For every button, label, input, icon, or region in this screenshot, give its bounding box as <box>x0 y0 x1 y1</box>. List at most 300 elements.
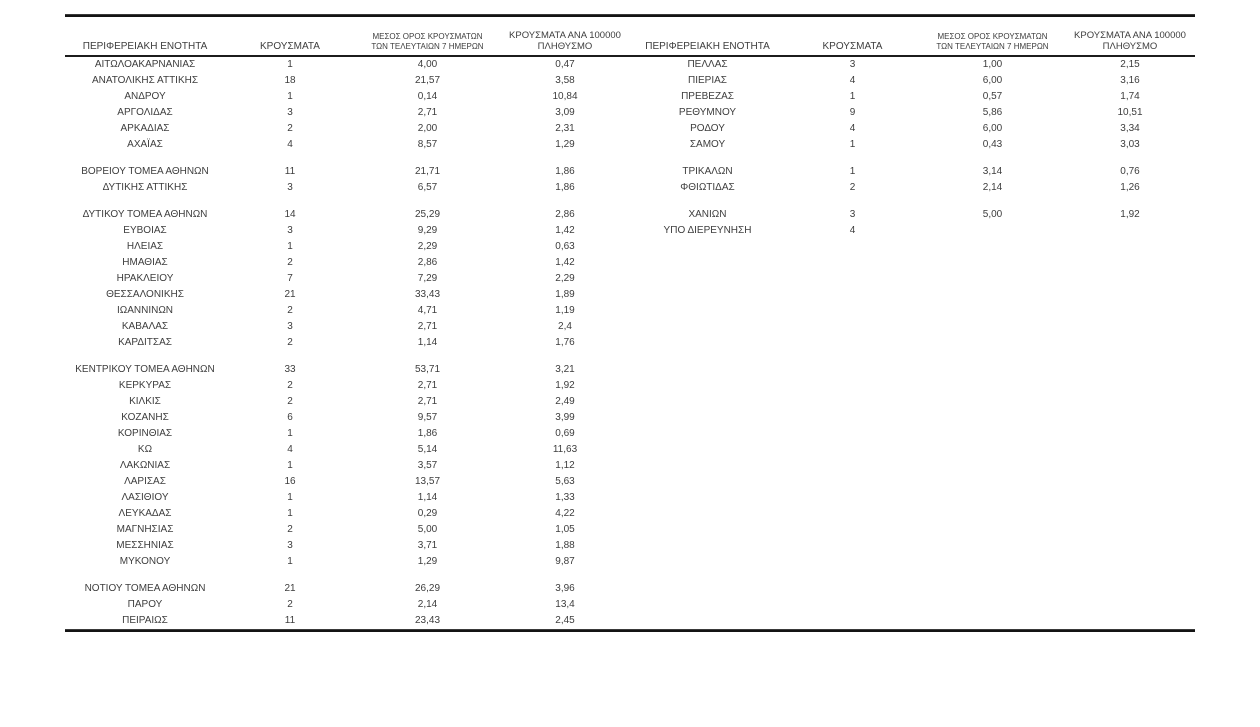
per-100k-cell: 1,86 <box>555 166 575 177</box>
per-100k-cell: 1,88 <box>555 540 575 551</box>
avg-7day-cell <box>920 362 1065 378</box>
avg-7day-cell: 1,14 <box>417 492 438 503</box>
per-100k-cell: 1,12 <box>555 460 575 471</box>
region-cell <box>630 287 785 303</box>
cases-cell: 3 <box>287 321 293 332</box>
region-cell: ΠΕΛΛΑΣ <box>687 59 728 70</box>
avg-7day-cell <box>920 239 1065 255</box>
cases-cell: 2 <box>287 599 293 610</box>
cases-cell <box>785 239 920 255</box>
cases-cell: 3 <box>287 540 293 551</box>
avg-7day-cell: 9,29 <box>417 225 438 236</box>
per-100k-cell: 10,84 <box>552 91 578 102</box>
spacer-cell <box>65 153 1195 164</box>
table-row <box>65 581 1195 597</box>
table-body <box>65 56 1195 629</box>
per-100k-cell <box>1065 554 1195 570</box>
region-cell: ΔΥΤΙΚΗΣ ΑΤΤΙΚΗΣ <box>102 182 188 193</box>
col-header-avg7-line2: ΤΩΝ ΤΕΛΕΥΤΑΙΩΝ 7 ΗΜΕΡΩΝ <box>936 42 1049 51</box>
avg-7day-cell <box>920 223 1065 239</box>
per-100k-cell: 0,69 <box>555 428 575 439</box>
regional-cases-table-section <box>65 14 1195 632</box>
cases-cell: 4 <box>849 225 856 236</box>
cases-cell: 11 <box>284 615 296 626</box>
avg-7day-cell: 5,00 <box>982 209 1003 220</box>
per-100k-cell: 1,89 <box>555 289 575 300</box>
per-100k-cell <box>1065 394 1195 410</box>
avg-7day-cell <box>920 442 1065 458</box>
avg-7day-cell: 1,86 <box>417 428 438 439</box>
region-cell: ΠΕΙΡΑΙΩΣ <box>122 615 168 626</box>
table-row <box>65 474 1195 490</box>
per-100k-cell: 3,58 <box>555 75 575 86</box>
per-100k-cell <box>1065 362 1195 378</box>
region-cell <box>630 554 785 570</box>
cases-cell: 3 <box>287 182 293 193</box>
avg-7day-cell: 6,57 <box>417 182 438 193</box>
avg-7day-cell: 2,71 <box>417 380 438 391</box>
cases-cell: 21 <box>284 583 296 594</box>
per-100k-cell <box>1065 255 1195 271</box>
region-cell <box>630 597 785 613</box>
table-row <box>65 164 1195 180</box>
per-100k-cell <box>1065 287 1195 303</box>
avg-7day-cell: 3,71 <box>417 540 438 551</box>
region-cell: ΠΡΕΒΕΖΑΣ <box>681 91 734 102</box>
region-cell <box>630 319 785 335</box>
table-row <box>65 137 1195 153</box>
col-header-cases-left: ΚΡΟΥΣΜΑΤΑ <box>260 41 320 52</box>
region-cell: ΛΑΣΙΘΙΟΥ <box>121 492 169 503</box>
table-row <box>65 335 1195 351</box>
region-cell: ΝΟΤΙΟΥ ΤΟΜΕΑ ΑΘΗΝΩΝ <box>84 583 206 594</box>
avg-7day-cell: 21,57 <box>414 75 441 86</box>
per-100k-cell <box>1065 474 1195 490</box>
per-100k-cell: 2,45 <box>555 615 575 626</box>
col-header-avg7-line1: ΜΕΣΟΣ ΟΡΟΣ ΚΡΟΥΣΜΑΤΩΝ <box>372 32 483 41</box>
per-100k-cell: 3,21 <box>555 364 575 375</box>
table-row <box>65 362 1195 378</box>
avg-7day-cell: 13,57 <box>414 476 441 487</box>
per-100k-cell <box>1065 239 1195 255</box>
cases-cell: 3 <box>287 225 293 236</box>
avg-7day-cell <box>920 581 1065 597</box>
region-cell: ΠΙΕΡΙΑΣ <box>688 75 727 86</box>
spacer-row <box>65 153 1195 164</box>
per-100k-cell <box>1065 442 1195 458</box>
per-100k-cell: 2,49 <box>555 396 575 407</box>
cases-cell: 2 <box>287 396 293 407</box>
region-cell: ΑΧΑΪΑΣ <box>127 139 163 150</box>
per-100k-cell: 3,99 <box>555 412 575 423</box>
per-100k-cell: 9,87 <box>555 556 575 567</box>
cases-cell <box>785 287 920 303</box>
region-cell: ΑΙΤΩΛΟΑΚΑΡΝΑΝΙΑΣ <box>94 59 196 70</box>
top-rule-line <box>65 14 1195 17</box>
per-100k-cell: 13,4 <box>555 599 575 610</box>
avg-7day-cell: 23,43 <box>414 615 441 626</box>
cases-cell: 1 <box>287 241 293 252</box>
cases-cell <box>785 394 920 410</box>
table-row <box>65 223 1195 239</box>
cases-cell <box>785 581 920 597</box>
region-cell: ΜΑΓΝΗΣΙΑΣ <box>116 524 174 535</box>
avg-7day-cell: 1,29 <box>417 556 438 567</box>
cases-cell <box>785 426 920 442</box>
spacer-row <box>65 570 1195 581</box>
region-cell: ΚΕΡΚΥΡΑΣ <box>118 380 172 391</box>
cases-cell <box>785 506 920 522</box>
avg-7day-cell: 6,00 <box>982 75 1003 86</box>
avg-7day-cell: 9,57 <box>417 412 438 423</box>
table-row <box>65 442 1195 458</box>
per-100k-cell: 2,4 <box>558 321 572 332</box>
region-cell: ΠΑΡΟΥ <box>127 599 163 610</box>
cases-cell: 33 <box>284 364 296 375</box>
cases-cell: 9 <box>849 107 856 118</box>
avg-7day-cell <box>920 335 1065 351</box>
per-100k-cell <box>1065 410 1195 426</box>
cases-cell <box>785 442 920 458</box>
cases-cell: 1 <box>287 492 293 503</box>
cases-cell: 1 <box>287 428 293 439</box>
avg-7day-cell <box>920 303 1065 319</box>
region-cell: ΙΩΑΝΝΙΝΩΝ <box>116 305 174 316</box>
cases-cell <box>785 255 920 271</box>
table-row <box>65 458 1195 474</box>
per-100k-cell <box>1065 538 1195 554</box>
avg-7day-cell: 33,43 <box>414 289 441 300</box>
avg-7day-cell <box>920 538 1065 554</box>
table-row <box>65 303 1195 319</box>
avg-7day-cell: 2,71 <box>417 396 438 407</box>
avg-7day-cell <box>920 613 1065 629</box>
region-cell: ΒΟΡΕΙΟΥ ΤΟΜΕΑ ΑΘΗΝΩΝ <box>81 166 209 177</box>
table-row <box>65 394 1195 410</box>
cases-cell: 21 <box>284 289 296 300</box>
per-100k-cell <box>1065 378 1195 394</box>
table-row <box>65 180 1195 196</box>
spacer-row <box>65 196 1195 207</box>
avg-7day-cell: 0,14 <box>417 91 438 102</box>
region-cell: ΥΠΟ ΔΙΕΡΕΥΝΗΣΗ <box>663 225 752 236</box>
cases-cell <box>785 378 920 394</box>
table-row <box>65 73 1195 89</box>
region-cell <box>630 522 785 538</box>
cases-cell: 18 <box>284 75 296 86</box>
cases-cell: 3 <box>287 107 293 118</box>
region-cell: ΑΝΔΡΟΥ <box>124 91 166 102</box>
cases-cell <box>785 458 920 474</box>
per-100k-cell <box>1065 319 1195 335</box>
region-cell <box>630 613 785 629</box>
per-100k-cell: 0,47 <box>555 59 575 70</box>
region-cell <box>630 239 785 255</box>
bottom-rule-line <box>65 629 1195 632</box>
avg-7day-cell: 21,71 <box>414 166 441 177</box>
col-header-per100k-left <box>500 30 630 56</box>
region-cell: ΤΡΙΚΑΛΩΝ <box>682 166 733 177</box>
region-cell: ΛΑΚΩΝΙΑΣ <box>119 460 171 471</box>
avg-7day-cell: 5,14 <box>417 444 438 455</box>
cases-cell: 3 <box>849 59 856 70</box>
region-cell: ΡΕΘΥΜΝΟΥ <box>678 107 737 118</box>
cases-cell: 2 <box>849 182 856 193</box>
spacer-cell <box>65 351 1195 362</box>
cases-cell: 3 <box>849 209 856 220</box>
cases-cell <box>785 474 920 490</box>
per-100k-cell: 1,42 <box>555 225 575 236</box>
region-cell: ΗΜΑΘΙΑΣ <box>122 257 168 268</box>
table-row <box>65 105 1195 121</box>
per-100k-cell: 1,92 <box>1120 209 1140 220</box>
avg-7day-cell: 25,29 <box>414 209 441 220</box>
region-cell <box>630 426 785 442</box>
avg-7day-cell: 2,14 <box>982 182 1003 193</box>
cases-cell: 7 <box>287 273 293 284</box>
col-header-avg7-line1: ΜΕΣΟΣ ΟΡΟΣ ΚΡΟΥΣΜΑΤΩΝ <box>937 32 1048 41</box>
cases-cell: 14 <box>284 209 296 220</box>
avg-7day-cell: 0,43 <box>982 139 1003 150</box>
per-100k-cell: 1,26 <box>1120 182 1140 193</box>
region-cell: ΚΟΖΑΝΗΣ <box>121 412 169 423</box>
spacer-cell <box>65 196 1195 207</box>
per-100k-cell: 1,33 <box>555 492 575 503</box>
table-row <box>65 239 1195 255</box>
avg-7day-cell <box>920 597 1065 613</box>
table-row <box>65 207 1195 223</box>
col-header-per100k-line1: ΚΡΟΥΣΜΑΤΑ ΑΝΑ 100000 <box>509 30 621 41</box>
region-cell: ΚΑΡΔΙΤΣΑΣ <box>118 337 172 348</box>
region-cell <box>630 490 785 506</box>
per-100k-cell: 3,96 <box>555 583 575 594</box>
region-cell: ΗΡΑΚΛΕΙΟΥ <box>116 273 174 284</box>
table-row <box>65 554 1195 570</box>
cases-cell <box>785 319 920 335</box>
per-100k-cell <box>1065 597 1195 613</box>
region-cell: ΡΟΔΟΥ <box>690 123 725 134</box>
cases-cell: 1 <box>287 91 293 102</box>
table-row <box>65 56 1195 73</box>
avg-7day-cell <box>920 394 1065 410</box>
table-row <box>65 538 1195 554</box>
region-cell: ΚΙΛΚΙΣ <box>129 396 161 407</box>
table-row <box>65 271 1195 287</box>
region-cell <box>630 474 785 490</box>
region-cell: ΣΑΜΟΥ <box>689 139 726 150</box>
avg-7day-cell <box>920 287 1065 303</box>
avg-7day-cell: 1,14 <box>417 337 438 348</box>
avg-7day-cell <box>920 554 1065 570</box>
table-row <box>65 287 1195 303</box>
cases-cell: 1 <box>849 91 856 102</box>
region-cell: ΘΕΣΣΑΛΟΝΙΚΗΣ <box>106 289 184 300</box>
table-row <box>65 522 1195 538</box>
per-100k-cell: 1,29 <box>555 139 575 150</box>
cases-cell: 2 <box>287 380 293 391</box>
table-row <box>65 506 1195 522</box>
region-cell: ΦΘΙΩΤΙΔΑΣ <box>680 182 735 193</box>
per-100k-cell <box>1065 522 1195 538</box>
table-row <box>65 378 1195 394</box>
avg-7day-cell: 2,71 <box>417 321 438 332</box>
cases-cell <box>785 335 920 351</box>
cases-cell: 6 <box>287 412 293 423</box>
region-cell: ΗΛΕΙΑΣ <box>126 241 164 252</box>
per-100k-cell <box>1065 335 1195 351</box>
col-header-per100k-line2: ΠΛΗΘΥΣΜΟ <box>537 41 593 52</box>
region-cell: ΜΥΚΟΝΟΥ <box>119 556 171 567</box>
table-row <box>65 121 1195 137</box>
per-100k-cell: 1,92 <box>555 380 575 391</box>
per-100k-cell <box>1065 223 1195 239</box>
per-100k-cell: 3,03 <box>1120 139 1140 150</box>
avg-7day-cell: 6,00 <box>982 123 1003 134</box>
cases-cell: 1 <box>287 59 293 70</box>
col-header-avg7-left <box>355 30 500 56</box>
cases-cell: 1 <box>287 460 293 471</box>
col-header-cases-right: ΚΡΟΥΣΜΑΤΑ <box>822 41 883 52</box>
avg-7day-cell <box>920 378 1065 394</box>
cases-cell <box>785 554 920 570</box>
per-100k-cell: 1,86 <box>555 182 575 193</box>
avg-7day-cell: 8,57 <box>417 139 438 150</box>
region-cell: ΑΡΚΑΔΙΑΣ <box>120 123 170 134</box>
avg-7day-cell: 5,86 <box>982 107 1003 118</box>
per-100k-cell <box>1065 458 1195 474</box>
per-100k-cell: 2,15 <box>1120 59 1140 70</box>
avg-7day-cell <box>920 410 1065 426</box>
per-100k-cell <box>1065 506 1195 522</box>
per-100k-cell: 1,76 <box>555 337 575 348</box>
region-cell: ΚΑΒΑΛΑΣ <box>121 321 169 332</box>
cases-cell: 16 <box>284 476 296 487</box>
avg-7day-cell: 4,71 <box>417 305 438 316</box>
col-header-region-left: ΠΕΡΙΦΕΡΕΙΑΚΗ ΕΝΟΤΗΤΑ <box>82 41 208 52</box>
per-100k-cell <box>1065 490 1195 506</box>
per-100k-cell: 2,31 <box>555 123 575 134</box>
cases-cell: 2 <box>287 305 293 316</box>
region-cell: ΕΥΒΟΙΑΣ <box>123 225 167 236</box>
cases-cell: 1 <box>849 166 856 177</box>
cases-cell <box>785 522 920 538</box>
cases-cell <box>785 362 920 378</box>
avg-7day-cell: 7,29 <box>417 273 438 284</box>
region-cell <box>630 506 785 522</box>
per-100k-cell: 2,86 <box>555 209 575 220</box>
per-100k-cell: 10,51 <box>1117 107 1143 118</box>
table-header <box>65 30 1195 56</box>
avg-7day-cell: 3,14 <box>982 166 1003 177</box>
table-row <box>65 613 1195 629</box>
region-cell <box>630 255 785 271</box>
region-cell: ΚΟΡΙΝΘΙΑΣ <box>117 428 173 439</box>
region-cell: ΜΕΣΣΗΝΙΑΣ <box>116 540 174 551</box>
avg-7day-cell: 1,00 <box>982 59 1003 70</box>
per-100k-cell <box>1065 426 1195 442</box>
region-cell <box>630 581 785 597</box>
avg-7day-cell: 4,00 <box>417 59 438 70</box>
table-row <box>65 426 1195 442</box>
region-cell: ΛΕΥΚΑΔΑΣ <box>118 508 172 519</box>
avg-7day-cell: 2,29 <box>417 241 438 252</box>
col-header-per100k-line2: ΠΛΗΘΥΣΜΟ <box>1102 41 1158 52</box>
region-cell: ΚΕΝΤΡΙΚΟΥ ΤΟΜΕΑ ΑΘΗΝΩΝ <box>75 364 215 375</box>
avg-7day-cell: 0,29 <box>417 508 438 519</box>
avg-7day-cell <box>920 522 1065 538</box>
avg-7day-cell <box>920 490 1065 506</box>
cases-cell: 4 <box>849 123 856 134</box>
per-100k-cell: 3,09 <box>555 107 575 118</box>
region-cell: ΧΑΝΙΩΝ <box>688 209 727 220</box>
per-100k-cell: 5,63 <box>555 476 575 487</box>
per-100k-cell: 4,22 <box>555 508 575 519</box>
avg-7day-cell <box>920 255 1065 271</box>
region-cell <box>630 458 785 474</box>
table-row <box>65 410 1195 426</box>
per-100k-cell: 1,19 <box>555 305 575 316</box>
per-100k-cell: 0,76 <box>1120 166 1140 177</box>
cases-cell: 11 <box>284 166 296 177</box>
cases-cell: 1 <box>849 139 856 150</box>
cases-cell: 2 <box>287 123 293 134</box>
cases-cell: 4 <box>287 444 293 455</box>
table-row <box>65 597 1195 613</box>
table-row <box>65 319 1195 335</box>
cases-cell: 2 <box>287 257 293 268</box>
per-100k-cell <box>1065 613 1195 629</box>
cases-cell <box>785 538 920 554</box>
cases-cell <box>785 271 920 287</box>
region-cell <box>630 442 785 458</box>
avg-7day-cell: 2,71 <box>417 107 438 118</box>
col-header-avg7-right <box>920 30 1065 56</box>
region-cell <box>630 394 785 410</box>
region-cell: ΔΥΤΙΚΟΥ ΤΟΜΕΑ ΑΘΗΝΩΝ <box>82 209 208 220</box>
region-cell <box>630 362 785 378</box>
col-header-per100k-right <box>1065 30 1195 56</box>
avg-7day-cell: 2,14 <box>417 599 438 610</box>
cases-cell <box>785 410 920 426</box>
avg-7day-cell: 53,71 <box>414 364 441 375</box>
cases-cell: 4 <box>849 75 856 86</box>
per-100k-cell <box>1065 581 1195 597</box>
avg-7day-cell: 3,57 <box>417 460 438 471</box>
per-100k-cell: 11,63 <box>552 444 578 455</box>
region-cell <box>630 410 785 426</box>
per-100k-cell: 1,05 <box>555 524 575 535</box>
regional-cases-table <box>65 30 1195 629</box>
per-100k-cell: 0,63 <box>555 241 575 252</box>
cases-cell: 2 <box>287 337 293 348</box>
table-row <box>65 89 1195 105</box>
col-header-per100k-line1: ΚΡΟΥΣΜΑΤΑ ΑΝΑ 100000 <box>1074 30 1186 41</box>
per-100k-cell <box>1065 271 1195 287</box>
per-100k-cell: 3,34 <box>1120 123 1140 134</box>
region-cell <box>630 271 785 287</box>
avg-7day-cell: 0,57 <box>982 91 1003 102</box>
cases-cell <box>785 303 920 319</box>
cases-cell: 2 <box>287 524 293 535</box>
region-cell: ΚΩ <box>137 444 153 455</box>
per-100k-cell <box>1065 303 1195 319</box>
per-100k-cell: 1,74 <box>1120 91 1140 102</box>
per-100k-cell: 2,29 <box>555 273 575 284</box>
table-row <box>65 255 1195 271</box>
avg-7day-cell <box>920 506 1065 522</box>
spacer-row <box>65 351 1195 362</box>
avg-7day-cell <box>920 271 1065 287</box>
